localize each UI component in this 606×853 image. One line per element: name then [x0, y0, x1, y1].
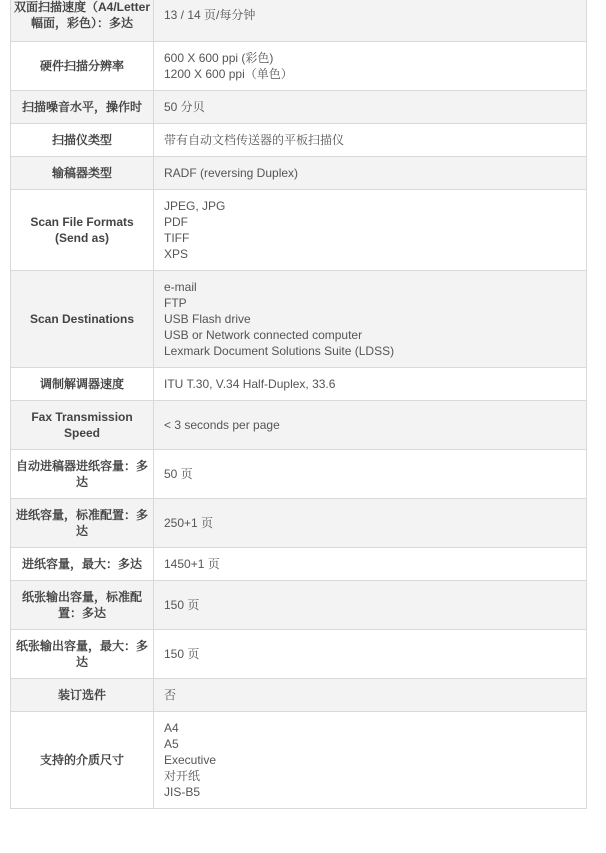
spec-label: 纸张输出容量，标准配置：多达: [11, 581, 154, 630]
value-line: e-mail: [164, 280, 197, 294]
spec-value: [154, 630, 587, 679]
value-line: Executive: [164, 753, 217, 767]
table-row: [11, 581, 587, 630]
table-row: [11, 91, 587, 124]
spec-value: [154, 368, 587, 401]
spec-label: 扫描噪音水平，操作时: [11, 91, 154, 124]
table-row: [11, 157, 587, 190]
spec-value: [154, 581, 587, 630]
value-line: PDF: [164, 215, 188, 229]
spec-value: [154, 190, 587, 271]
spec-label: 输稿器类型: [11, 157, 154, 190]
value-line: ITU T.30, V.34 Half-Duplex, 33.6: [164, 377, 336, 391]
spec-value: [154, 450, 587, 499]
value-line: JPEG, JPG: [164, 199, 226, 213]
value-line: 150 页: [164, 647, 200, 661]
spec-label: 扫描仪类型: [11, 124, 154, 157]
spec-label: Scan File Formats (Send as): [11, 190, 154, 271]
spec-label: Fax Transmission Speed: [11, 401, 154, 450]
value-line: FTP: [164, 296, 187, 310]
spec-label: 双面扫描速度（A4/Letter幅面，彩色）：多达: [11, 0, 154, 42]
spec-label: 进纸容量，最大：多达: [11, 548, 154, 581]
spec-value: [154, 0, 587, 42]
table-row: [11, 271, 587, 368]
table-row: [11, 712, 587, 809]
value-line: 50 页: [164, 467, 193, 481]
value-line: TIFF: [164, 231, 190, 245]
table-row: [11, 124, 587, 157]
spec-value: [154, 157, 587, 190]
value-line: 13 / 14 页/每分钟: [164, 8, 256, 22]
value-line: XPS: [164, 247, 189, 261]
spec-value: [154, 42, 587, 91]
value-line: < 3 seconds per page: [164, 418, 280, 432]
spec-label: 硬件扫描分辨率: [11, 42, 154, 91]
table-row: [11, 401, 587, 450]
value-line: JIS-B5: [164, 785, 201, 799]
table-row: [11, 42, 587, 91]
spec-table: [10, 0, 587, 809]
value-line: Lexmark Document Solutions Suite (LDSS): [164, 344, 395, 358]
table-row: [11, 0, 587, 42]
spec-label: 调制解调器速度: [11, 368, 154, 401]
spec-label: Scan Destinations: [11, 271, 154, 368]
spec-label: 支持的介质尺寸: [11, 712, 154, 809]
spec-value: [154, 91, 587, 124]
value-line: 1200 X 600 ppi（单色）: [164, 67, 293, 81]
value-line: RADF (reversing Duplex): [164, 166, 299, 180]
value-line: 600 X 600 ppi (彩色): [164, 51, 274, 65]
value-line: 50 分贝: [164, 100, 205, 114]
value-line: USB Flash drive: [164, 312, 251, 326]
spec-value: [154, 499, 587, 548]
value-line: 否: [164, 688, 177, 702]
value-line: 250+1 页: [164, 516, 214, 530]
spec-label: 装订选件: [11, 679, 154, 712]
spec-value: [154, 401, 587, 450]
value-line: 150 页: [164, 598, 200, 612]
table-row: [11, 450, 587, 499]
value-line: 对开纸: [164, 769, 201, 783]
table-row: [11, 630, 587, 679]
spec-value: [154, 124, 587, 157]
table-row: [11, 368, 587, 401]
spec-label: 进纸容量，标准配置：多达: [11, 499, 154, 548]
value-line: A5: [164, 737, 179, 751]
spec-label: 自动进稿器进纸容量：多达: [11, 450, 154, 499]
spec-label: 纸张输出容量，最大：多达: [11, 630, 154, 679]
spec-value: [154, 712, 587, 809]
value-line: 带有自动文档传送器的平板扫描仪: [164, 133, 345, 147]
value-line: USB or Network connected computer: [164, 328, 363, 342]
table-row: [11, 499, 587, 548]
table-row: [11, 548, 587, 581]
spec-value: [154, 271, 587, 368]
value-line: A4: [164, 721, 179, 735]
table-row: [11, 679, 587, 712]
spec-value: [154, 548, 587, 581]
table-row: [11, 190, 587, 271]
value-line: 1450+1 页: [164, 557, 220, 571]
spec-value: [154, 679, 587, 712]
